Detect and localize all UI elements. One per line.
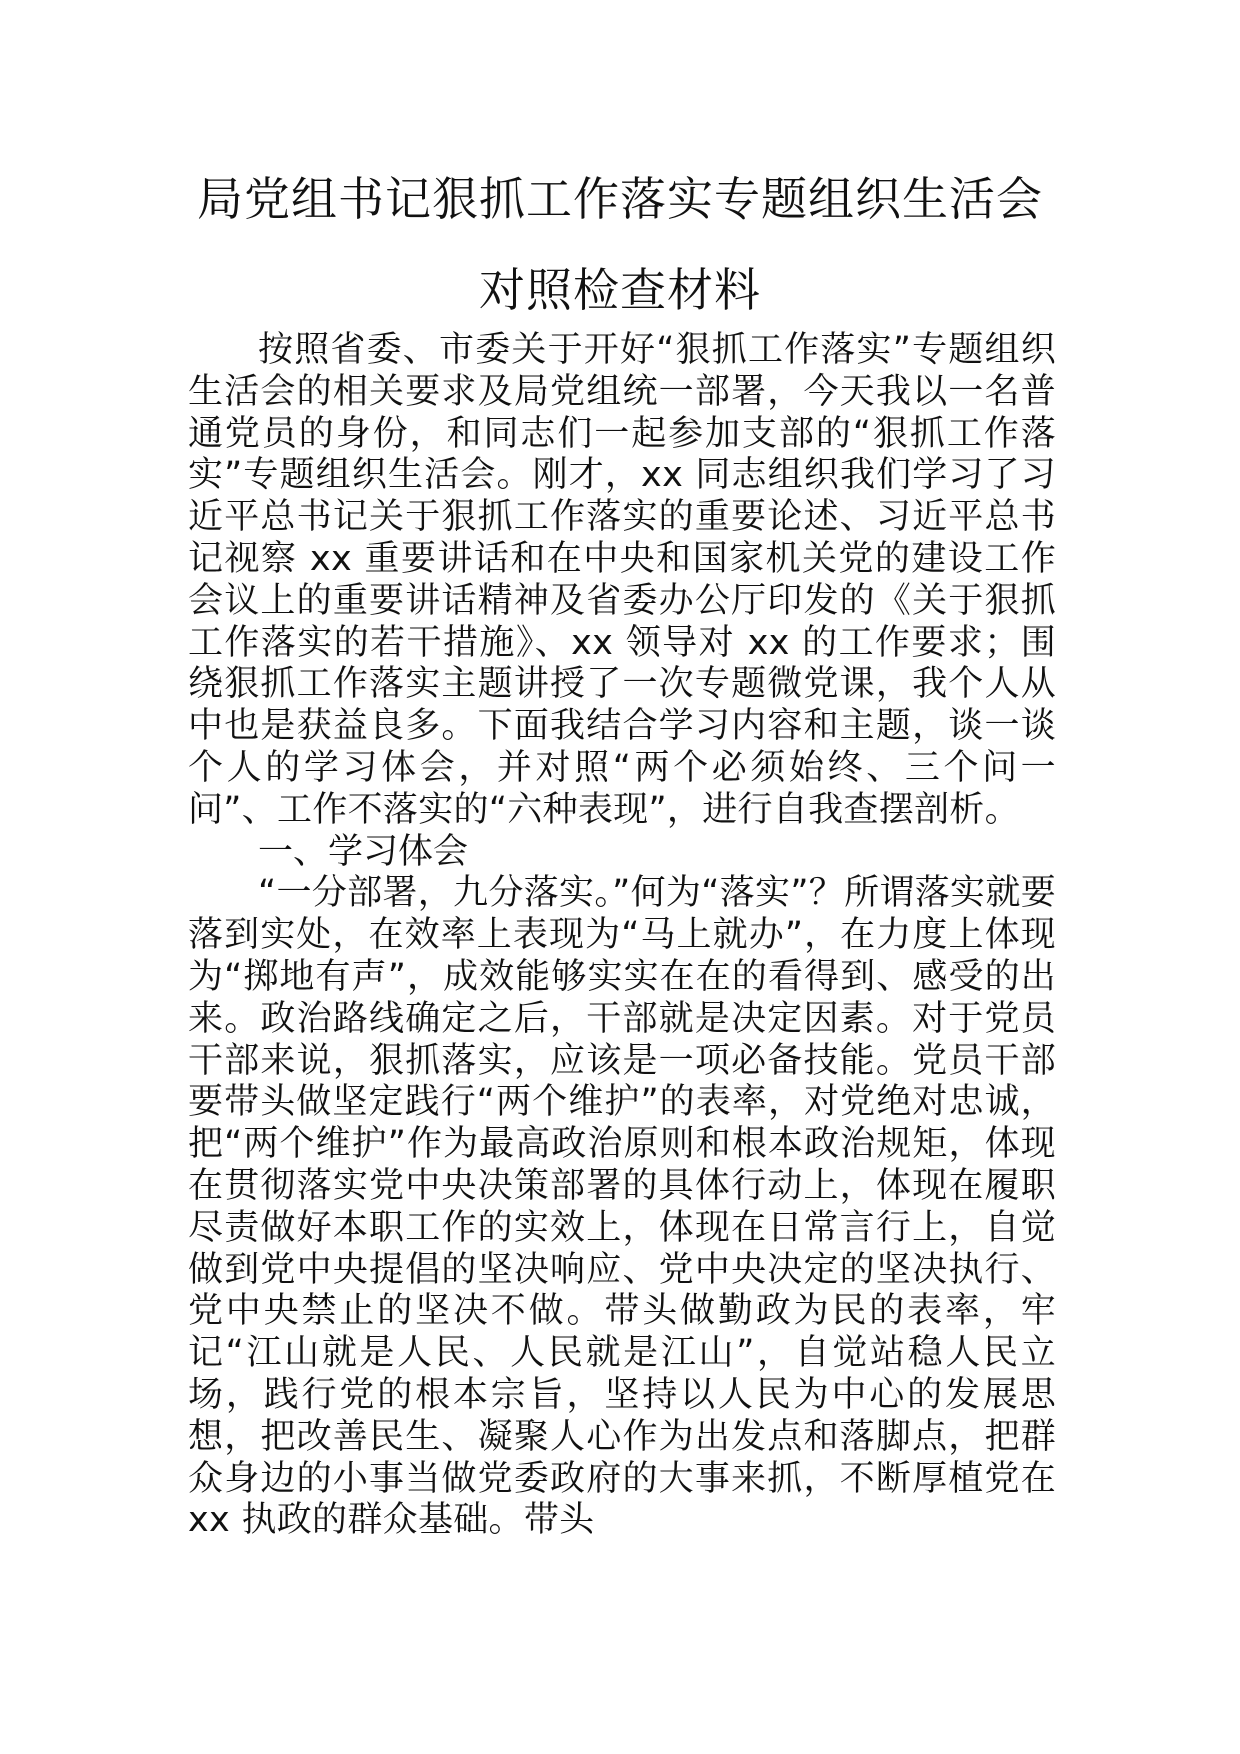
document-title-line-1: 局党组书记狠抓工作落实专题组织生活会 [197, 172, 1043, 226]
study-paragraph: “一分部署，九分落实。”何为“落实”？所谓落实就要落到实处，在效率上表现为“马上就办”，在力度上体现为“掷地有声”，成效能够实实在在的看得到、感受的出来。政治路线确定之后，干部就是决定因素。对于党员干部来说，狠抓落实，应该是一项必备技能。党员干部要带头做坚定践行“两个维护”的表率，对党绝对忠诚，把“两个维护”作为最高政治原则和根本政治规矩，体现在贯彻落实党中央决策部署的具体行动上，体现在履职尽责做好本职工作的实效上，体现在日常言行上，自觉做到党中央提倡的坚决响应、党中央决定的坚决执行、党中央禁止的坚决不做。带头做勤政为民的表率，牢记“江山就是人民、人民就是江山”，自觉站稳人民立场，践行党的根本宗旨，坚持以人民为中心的发展思想，把改善民生、凝聚人心作为出发点和落脚点，把群众身边的小事当做党委政府的大事来抓，不断厚植党在 xx 执政的群众基础。带头 [188, 873, 1056, 1541]
document-body [188, 330, 1056, 1542]
document-title-line-2: 对照检查材料 [479, 263, 761, 317]
intro-paragraph: 按照省委、市委关于开好“狠抓工作落实”专题组织生活会的相关要求及局党组统一部署，今天我以一名普通党员的身份，和同志们一起参加支部的“狠抓工作落实”专题组织生活会。刚才，xx 同志组织我们学习了习近平总书记关于狠抓工作落实的重要论述、习近平总书记视察 xx 重要讲话和在中央和国家机关党的建设工作会议上的重要讲话精神及省委办公厅印发的《关于狠抓工作落实的若干措施》、xx 领导对 xx 的工作要求；围绕狠抓工作落实主题讲授了一次专题微党课，我个人从中也是获益良多。下面我结合学习内容和主题，谈一谈个人的学习体会，并对照“两个必须始终、三个问一问”、工作不落实的“六种表现”，进行自我查摆剖析。 [188, 330, 1056, 830]
section-heading-study: 一、学习体会 [258, 831, 469, 872]
